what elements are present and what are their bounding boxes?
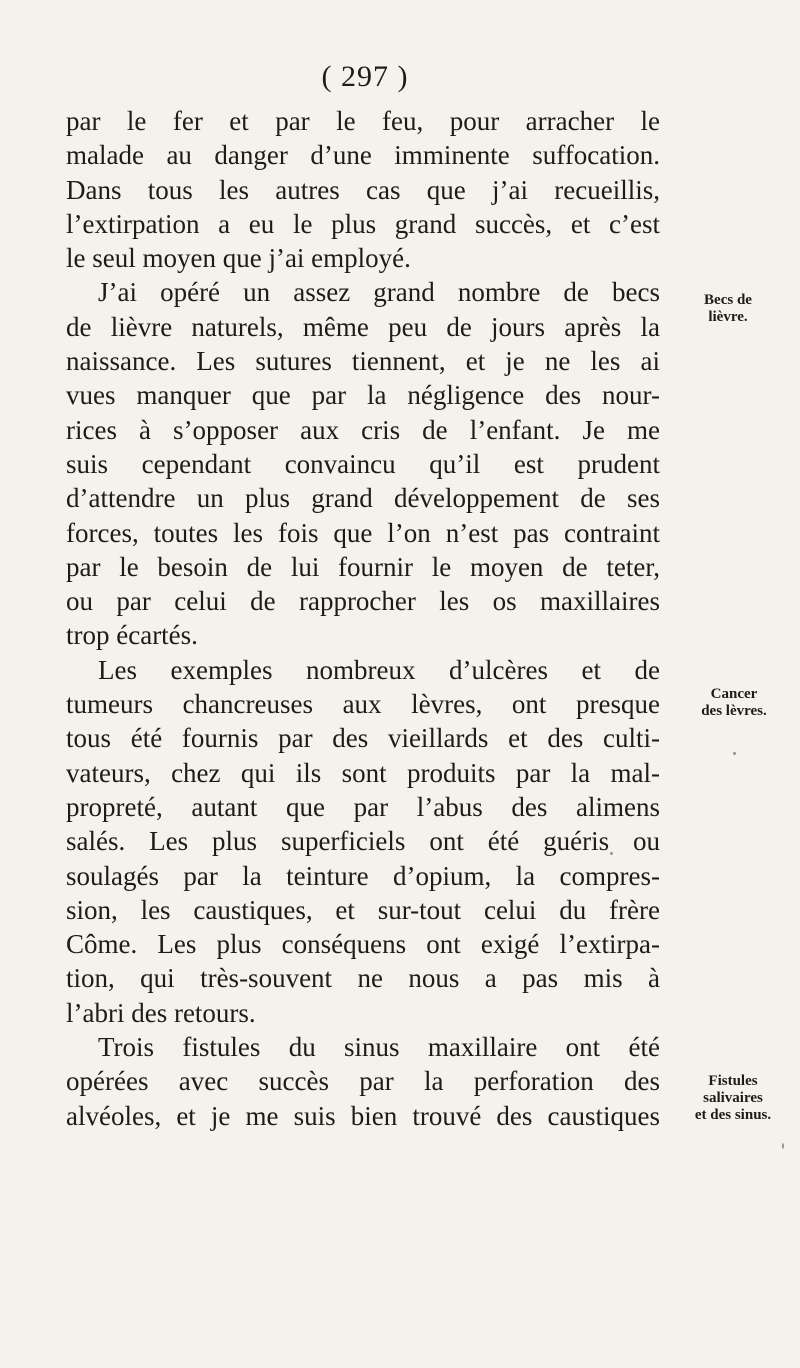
text-line: trop écartés. — [66, 620, 198, 651]
margin-note-cancer-des-levres — [682, 686, 786, 720]
text-line: propreté, autant que par l’abus des alimens — [66, 791, 660, 822]
margin-note-line: des lèvres. — [701, 703, 767, 719]
margin-note-line: Cancer — [710, 686, 758, 702]
text-line: malade au danger d’une imminente suffocation. — [66, 140, 660, 171]
text-line: tion, qui très-souvent ne nous a pas mis à — [66, 963, 660, 994]
text-line: Côme. Les plus conséquens ont exigé l’extirpa- — [66, 929, 660, 960]
ink-speck — [733, 752, 736, 755]
text-line: soulagés par la teinture d’opium, la compres- — [66, 860, 660, 891]
text-line: alvéoles, et je me suis bien trouvé des caustiques — [66, 1100, 660, 1131]
text-line: salés. Les plus superficiels ont été guéris ou — [66, 826, 660, 857]
text-line: sion, les caustiques, et sur-tout celui du frère — [66, 894, 660, 925]
text-line: Dans tous les autres cas que j’ai recueillis, — [66, 174, 660, 205]
text-line: vateurs, chez qui ils sont produits par la mal- — [66, 757, 660, 788]
text-line: par le besoin de lui fournir le moyen de teter, — [66, 551, 660, 582]
text-line: par le fer et par le feu, pour arracher le — [66, 106, 660, 136]
text-line: naissance. Les sutures tiennent, et je ne les ai — [66, 346, 660, 377]
text-line: J’ai opéré un assez grand nombre de becs — [98, 277, 660, 308]
text-line: forces, toutes les fois que l’on n’est pas contraint — [66, 517, 660, 548]
text-line: l’extirpation a eu le plus grand succès, et c’est — [66, 208, 660, 239]
text-line: tumeurs chancreuses aux lèvres, ont presque — [66, 689, 660, 720]
margin-note-becs-de-lievre — [676, 292, 780, 326]
text-line: de lièvre naturels, même peu de jours après la — [66, 311, 660, 342]
page-number: ( 297 ) — [321, 60, 409, 93]
text-line: rices à s’opposer aux cris de l’enfant. Je me — [66, 414, 660, 445]
ink-speck — [782, 1143, 784, 1149]
margin-note-fistules — [678, 1073, 788, 1124]
text-line: Les exemples nombreux d’ulcères et de — [98, 654, 660, 685]
body-text — [66, 104, 660, 1133]
text-line: vues manquer que par la négligence des nour- — [66, 380, 660, 411]
margin-note-line: et des sinus. — [694, 1107, 772, 1123]
text-line: suis cependant convaincu qu’il est prudent — [66, 448, 660, 479]
margin-note-line: lièvre. — [708, 309, 748, 325]
text-line: tous été fournis par des vieillards et des culti- — [66, 723, 660, 754]
text-line: opérées avec succès par la perforation des — [66, 1066, 660, 1097]
margin-note-line: Fistules — [708, 1073, 758, 1089]
margin-note-line: salivaires — [703, 1090, 763, 1106]
margin-note-line: Becs de — [704, 292, 752, 308]
text-line: Trois fistules du sinus maxillaire ont été — [98, 1032, 660, 1063]
text-line: le seul moyen que j’ai employé. — [66, 243, 411, 274]
text-line: ou par celui de rapprocher les os maxillaires — [66, 586, 660, 617]
text-line: d’attendre un plus grand développement de ses — [66, 483, 660, 514]
text-line: l’abri des retours. — [66, 997, 256, 1028]
